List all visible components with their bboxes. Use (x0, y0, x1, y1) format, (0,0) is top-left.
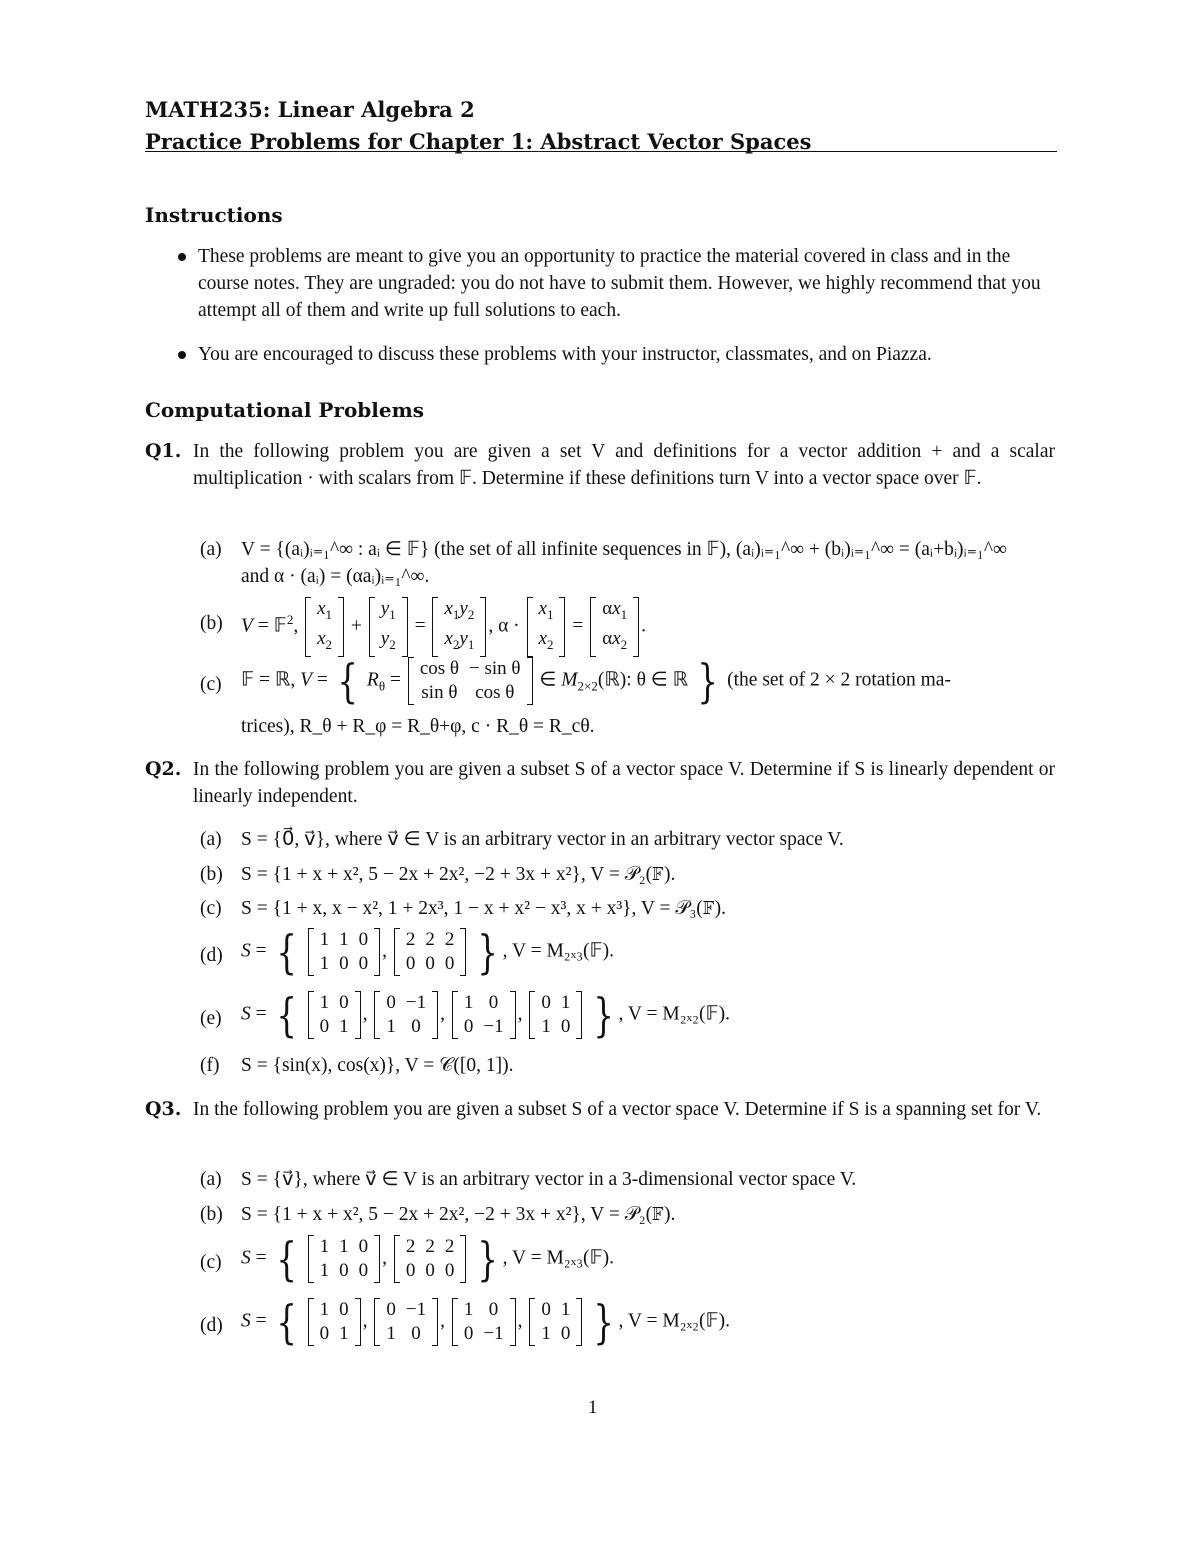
item-line: V = {(aᵢ)ᵢ₌₁^∞ : aᵢ ∈ 𝔽} (the set of all infinite sequences in 𝔽), (aᵢ)ᵢ₌₁^∞ + (bᵢ)ᵢ₌₁^∞ = (aᵢ+bᵢ)ᵢ₌₁^∞ (241, 539, 1007, 560)
item-line: and α · (aᵢ) = (αaᵢ)ᵢ₌₁^∞. (241, 566, 430, 587)
matrix: $x_1$ $x_2$ (305, 597, 344, 657)
problem-item (200, 861, 1060, 889)
problem-item (200, 597, 1060, 651)
item-text: S = {v⃗}, where v⃗ ∈ V is an arbitrary vector in a 3-dimensional vector space V. (241, 1169, 857, 1190)
problem-item (200, 536, 1060, 592)
problem-item (200, 654, 1060, 739)
matrix: 1 0 0 1 (308, 1298, 361, 1346)
brace: { (275, 925, 297, 979)
item-math: S = { 1 1 0 1 0 0 , 2 2 2 0 0 0 } , V = M₂ₓ₃(𝔽). (241, 925, 615, 979)
item-label: (a) (200, 1169, 222, 1190)
question-q1 (145, 438, 1057, 520)
item-label: (e) (200, 1008, 222, 1029)
item-label: (a) (200, 829, 222, 850)
problem-item (200, 1232, 1060, 1291)
question-label: Q2. (145, 758, 182, 780)
question-q2 (145, 756, 1057, 812)
item-text: S = {1 + x + x², 5 − 2x + 2x², −2 + 3x + x²}, V = 𝒫₂(𝔽). (241, 1204, 676, 1225)
question-text: In the following problem you are given a set V and definitions for a vector addition + and a scalar multiplication · with scalars from 𝔽. Determine if these definitions turn V into a vector space over 𝔽. (193, 441, 1055, 489)
instructions-heading: Instructions (145, 203, 283, 227)
matrix: 1 1 0 1 0 0 (308, 1235, 381, 1283)
item-text: S = {sin(x), cos(x)}, V = 𝒞([0, 1]). (241, 1055, 514, 1076)
item-math: S = { 1 0 0 1 , 0 −1 1 0 , 1 0 0 −1 , 0 1 1 0 } , V = M₂ₓ₂(𝔽). (241, 1295, 730, 1349)
item-label: (f) (200, 1055, 220, 1076)
brace: } (697, 654, 718, 708)
course-title: MATH235: Linear Algebra 2 (145, 97, 475, 122)
item-label: (d) (200, 945, 223, 966)
item-text: , V = M₂ₓ₃(𝔽). (502, 1247, 615, 1269)
document-subtitle: Practice Problems for Chapter 1: Abstract Vector Spaces (145, 129, 812, 154)
item-text: S = {1 + x, x − x², 1 + 2x³, 1 − x + x² − x³, x + x³}, V = 𝒫₃(𝔽). (241, 898, 727, 919)
problem-item (200, 1201, 1060, 1229)
matrix: cos θ − sin θ sin θ cos θ (408, 657, 533, 705)
item-label: (a) (200, 539, 222, 560)
instruction-text: These problems are meant to give you an opportunity to practice the material covered in class and in the course notes. They are ungraded: you do not have to submit them. However, we highly recommend that you attempt all of them and write up full solutions to each. (198, 246, 1041, 321)
question-label: Q1. (145, 440, 182, 462)
problem-item (200, 895, 1060, 923)
brace: { (275, 1232, 297, 1286)
bullet-icon (178, 351, 186, 359)
item-text: S = {1 + x + x², 5 − 2x + 2x², −2 + 3x + x²}, V = 𝒫₂(𝔽). (241, 864, 676, 885)
matrix: 0 −1 1 0 (374, 991, 438, 1039)
problem-item (200, 988, 1060, 1047)
problem-item (200, 925, 1060, 984)
item-label: (b) (200, 864, 223, 885)
problem-item (200, 1052, 1060, 1080)
item-math: S = { 1 0 0 1 , 0 −1 1 0 , 1 0 0 −1 , 0 1 1 0 } , V = M₂ₓ₂(𝔽). (241, 988, 730, 1042)
matrix: $\alpha x_1$ $\alpha x_2$ (590, 597, 639, 657)
matrix: 1 0 0 1 (308, 991, 361, 1039)
question-text: In the following problem you are given a subset S of a vector space V. Determine if S is a spanning set for V. (193, 1099, 1042, 1120)
item-math: 𝔽 = ℝ, V = { $R_\theta$ = cos θ − sin θ sin θ cos θ ∈ $M_{2\times 2}(ℝ)$: θ ∈ ℝ } (the set of 2 × 2 rotation ma- (241, 654, 951, 708)
item-label: (c) (200, 898, 222, 919)
question-text: In the following problem you are given a subset S of a vector space V. Determine if S is linearly dependent or linearly independent. (193, 759, 1055, 807)
item-math: V = 𝔽$^2$, $x_1$ $x_2$ + $y_1$ $y_2$ = $x_1y_2$ $x_2y_1$ , α · $x_1$ $x_2$ = $\alpha x_1$ $\alpha x_2$ . (241, 597, 1056, 657)
matrix: 1 0 0 −1 (452, 1298, 516, 1346)
brace: } (477, 1232, 499, 1286)
matrix: 1 0 0 −1 (452, 991, 516, 1039)
matrix: 0 1 1 0 (529, 991, 582, 1039)
item-label: (c) (200, 1252, 222, 1273)
document-header (145, 94, 1057, 158)
item-text (241, 536, 1056, 590)
brace: } (593, 988, 615, 1042)
matrix: 2 2 2 0 0 0 (394, 928, 467, 976)
item-label: (b) (200, 613, 223, 634)
page-number: 1 (588, 1397, 598, 1418)
item-label: (b) (200, 1204, 223, 1225)
instruction-text: You are encouraged to discuss these problems with your instructor, classmates, and on Piazza. (198, 344, 932, 365)
item-label: (c) (200, 674, 222, 695)
item-text: , V = M₂ₓ₂(𝔽). (618, 1310, 730, 1332)
item-math: S = { 1 1 0 1 0 0 , 2 2 2 0 0 0 } , V = M₂ₓ₃(𝔽). (241, 1232, 615, 1286)
header-rule (145, 151, 1057, 152)
brace: { (275, 988, 297, 1042)
matrix: 2 2 2 0 0 0 (394, 1235, 467, 1283)
brace: { (275, 1295, 297, 1349)
instruction-bullet (178, 341, 1058, 369)
bullet-icon (178, 253, 186, 261)
matrix: $x_1$ $x_2$ (527, 597, 566, 657)
computational-heading: Computational Problems (145, 398, 425, 422)
matrix: $y_1$ $y_2$ (369, 597, 408, 657)
matrix: 0 1 1 0 (529, 1298, 582, 1346)
item-text: S = {0⃗, v⃗}, where v⃗ ∈ V is an arbitrary vector in an arbitrary vector space V. (241, 829, 844, 850)
problem-item (200, 826, 1060, 854)
matrix: $x_1y_2$ $x_2y_1$ (432, 597, 486, 657)
brace: { (337, 654, 358, 708)
item-line: trices), R_θ + R_φ = R_θ+φ, c · R_θ = R_cθ. (241, 716, 595, 737)
matrix: 0 −1 1 0 (374, 1298, 438, 1346)
item-text: , V = M₂ₓ₃(𝔽). (502, 940, 615, 962)
problem-item (200, 1295, 1060, 1354)
instruction-bullet (178, 243, 1058, 327)
brace: } (593, 1295, 615, 1349)
problem-item (200, 1166, 1060, 1194)
item-label: (d) (200, 1315, 223, 1336)
question-label: Q3. (145, 1098, 182, 1120)
matrix: 1 1 0 1 0 0 (308, 928, 381, 976)
question-q3 (145, 1096, 1057, 1152)
item-text: , V = M₂ₓ₂(𝔽). (618, 1003, 730, 1025)
item-text: (the set of 2 × 2 rotation ma- (727, 669, 951, 691)
brace: } (477, 925, 499, 979)
